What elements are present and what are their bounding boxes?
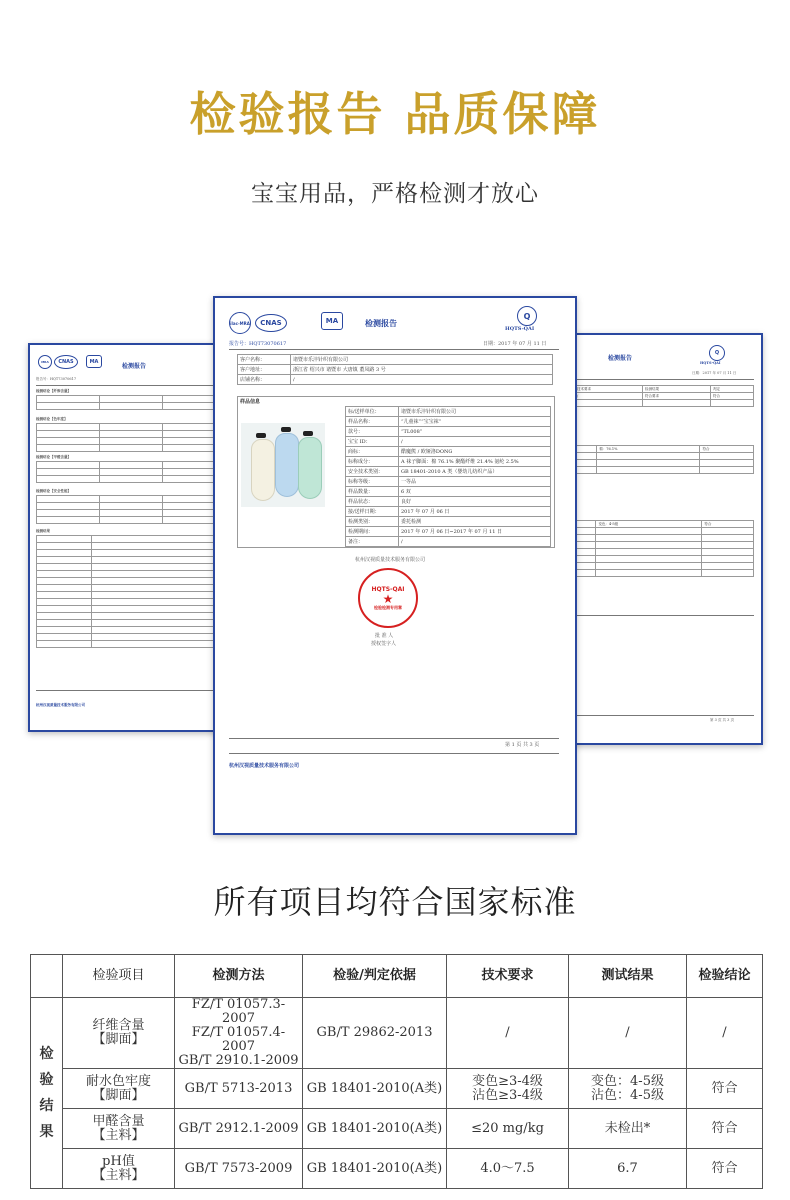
sample-row-label: 检测类别： (346, 517, 399, 527)
sample-row-value: 6 双 (399, 487, 551, 497)
right-header-1: 技术要求 (575, 386, 643, 393)
sample-row-label: 宝宝 ID： (346, 437, 399, 447)
report-footnote: 杭州汉视质量技术服务有限公司 (355, 557, 426, 563)
left-group-label-4: 检测结论【安全性能】 (36, 489, 71, 493)
header-method: 检测方法 (175, 955, 303, 998)
row-requirement: ≤20 mg/kg (447, 1109, 569, 1149)
report-footer-company: 杭州汉视质量技术服务有限公司 (229, 763, 300, 769)
signer-title: 授权签字人 (371, 641, 397, 647)
sample-row-value: 2017 年 07 月 06 日 (399, 507, 551, 517)
left-mini-table-2 (36, 423, 226, 452)
table-row (31, 998, 763, 1069)
left-mini-table-4 (36, 495, 226, 524)
report-number: 报告号：HQT73070617 (229, 341, 287, 347)
sample-row-label: 样品名称： (346, 417, 399, 427)
report-date: 日期：2017 年 07 月 11 日 (483, 341, 547, 347)
sample-row-value: 酷魔熊 / 欧娅洛DONG (399, 447, 551, 457)
table-header-row (31, 955, 763, 998)
left-mini-table-1 (36, 395, 226, 410)
sample-row-value: 2017 年 07 月 06 日~2017 年 07 月 11 日 (399, 527, 551, 537)
cnas-logo: CNAS (255, 314, 287, 332)
result-side-label: 检 验 结 果 (31, 998, 63, 1189)
sample-row-value: A 袜子脚面：棉 76.1% 聚酯纤维 21.4% 氨纶 2.5% (399, 457, 551, 467)
client-address-value: 浙江省 绍兴市 诸暨市 大唐镇 董凤路 3 号 (291, 365, 553, 375)
cnas-logo: CNAS (54, 355, 78, 369)
sample-row-label: 检测期间： (346, 527, 399, 537)
report-title: 检测报告 (365, 318, 397, 328)
row-conclusion: 符合 (687, 1149, 763, 1189)
test-result-table (30, 954, 763, 1189)
sample-row-label: 标称成分： (346, 457, 399, 467)
report-left-number: 报告号：HQT73070617 (36, 377, 77, 381)
sample-row-value: 诸暨市乐沣针织有限公司 (399, 407, 551, 417)
left-group-label-2: 检测结论【色牢度】 (36, 417, 68, 421)
hqts-logo-right-label: HQTS-QAI (700, 361, 721, 365)
report-right-title: 检测报告 (608, 355, 633, 362)
row-result: 未检出* (569, 1109, 687, 1149)
client-address-label: 客户地址： (238, 365, 291, 375)
row-method: GB/T 2912.1-2009 (175, 1109, 303, 1149)
row-method: GB/T 7573-2009 (175, 1149, 303, 1189)
official-stamp (358, 568, 418, 628)
left-group-label-5: 检测结果 (36, 529, 50, 533)
stamp-text: HQTS-QAI (371, 585, 405, 593)
sample-row-value: “TL008” (399, 427, 551, 437)
cma-logo: MA (321, 312, 343, 330)
sample-row-value: 一等品 (399, 477, 551, 487)
header-result: 测试结果 (569, 955, 687, 998)
sample-row-label: 款号： (346, 427, 399, 437)
row-result: / (569, 998, 687, 1069)
client-name-label: 客户名称： (238, 355, 291, 365)
report-left-title: 检测报告 (122, 363, 147, 370)
cma-logo: MA (86, 355, 102, 368)
header-item: 检验项目 (63, 955, 175, 998)
sample-row-value: / (399, 537, 551, 547)
row-basis: GB 18401-2010(A类) (303, 1069, 447, 1109)
row-requirement: / (447, 998, 569, 1069)
row-item: 纤维含量 【脚面】 (63, 998, 175, 1069)
sample-info-table (345, 406, 551, 547)
header-requirement: 技术要求 (447, 955, 569, 998)
shop-name-label: 店铺名称： (238, 375, 291, 385)
row-item: 耐水色牢度 【脚面】 (63, 1069, 175, 1109)
right-cell-4: 棉：76.1% (597, 446, 700, 453)
left-mini-table-3 (36, 461, 226, 483)
sample-row-value: 良好 (399, 497, 551, 507)
row-result: 变色：4-5级 沾色：4-5级 (569, 1069, 687, 1109)
ilac-logo: ilac-MRA (229, 312, 251, 334)
row-requirement: 4.0～7.5 (447, 1149, 569, 1189)
page-subtitle: 宝宝用品，严格检测才放心 (251, 181, 539, 207)
left-mini-table-5 (36, 535, 226, 648)
right-header-2: 检测结果 (643, 386, 711, 393)
row-conclusion: / (687, 998, 763, 1069)
header-side-blank (31, 955, 63, 998)
left-group-label-3: 检测结论【甲醛含量】 (36, 455, 71, 459)
client-name-value: 诸暨市乐沣针织有限公司 (291, 355, 553, 365)
sample-row-label: 接/送样日期： (346, 507, 399, 517)
right-header-3: 判定 (711, 386, 754, 393)
sample-row-value: 委托检测 (399, 517, 551, 527)
row-item: pH值 【主料】 (63, 1149, 175, 1189)
signer: 批 准 人 (375, 633, 394, 639)
sample-row-label: 标称等级： (346, 477, 399, 487)
sample-photo (241, 423, 325, 507)
row-requirement: 变色≥3-4级 沾色≥3-4级 (447, 1069, 569, 1109)
right-table-2 (574, 445, 754, 474)
hqts-logo-right: Q (709, 345, 725, 361)
sample-row-label: 样品数量： (346, 487, 399, 497)
ilac-logo: MRA (38, 355, 52, 369)
row-method: FZ/T 01057.3-2007 FZ/T 01057.4-2007 GB/T 2910.1-2009 (175, 998, 303, 1069)
row-method: GB/T 5713-2013 (175, 1069, 303, 1109)
sample-row-value: GB 18401-2010 A 类（婴幼儿纺织产品） (399, 467, 551, 477)
report-right-date: 日期：2017 年 07 月 11 日 (692, 371, 737, 375)
left-group-label-1: 检测结论【纤维含量】 (36, 389, 71, 393)
sample-row-value: “儿童袜”“宝宝袜” (399, 417, 551, 427)
hqts-logo-label: HQTS-QAI (505, 326, 535, 332)
client-info-table (237, 354, 553, 385)
row-item: 甲醛含量 【主料】 (63, 1109, 175, 1149)
report-sheet-left (28, 343, 237, 732)
header-conclusion: 检验结论 (687, 955, 763, 998)
sample-row-label: 备注： (346, 537, 399, 547)
right-header-table (574, 385, 754, 407)
right-cell-2: 符合要求 (643, 393, 711, 400)
right-table-3 (574, 520, 754, 577)
right-cell-5: 符合 (700, 446, 754, 453)
right-cell-6: 变色：4-5级 (596, 521, 702, 528)
hqts-logo: Q (517, 306, 537, 326)
sample-info-header: 样品信息 (240, 399, 261, 405)
report-right-page: 第 3 页 共 3 页 (710, 718, 735, 722)
page-title: 检验报告 品质保障 (189, 87, 601, 141)
row-basis: GB 18401-2010(A类) (303, 1149, 447, 1189)
header-basis: 检验/判定依据 (303, 955, 447, 998)
stamp-star-icon: ★ (382, 591, 394, 606)
table-row (31, 1149, 763, 1189)
table-row (31, 1109, 763, 1149)
row-conclusion: 符合 (687, 1109, 763, 1149)
sample-row-label: 标/送样单位： (346, 407, 399, 417)
report-left-footer: 杭州汉视质量技术服务有限公司 (36, 703, 85, 707)
report-page-info: 第 1 页 共 3 页 (505, 742, 540, 748)
standards-title: 所有项目均符合国家标准 (213, 883, 577, 921)
right-cell-7: 符合 (702, 521, 754, 528)
report-sheet-center (213, 296, 577, 835)
row-basis: GB 18401-2010(A类) (303, 1109, 447, 1149)
right-cell-3: 符合 (711, 393, 754, 400)
sample-row-value: / (399, 437, 551, 447)
stamp-subtext: 检验检测专用章 (374, 604, 402, 610)
right-cell-1: / (575, 393, 643, 400)
row-basis: GB/T 29862-2013 (303, 998, 447, 1069)
sample-row-label: 样品状态： (346, 497, 399, 507)
report-sheet-right (572, 333, 763, 745)
row-result: 6.7 (569, 1149, 687, 1189)
sample-row-label: 商标： (346, 447, 399, 457)
sample-row-label: 安全技术类别： (346, 467, 399, 477)
table-row (31, 1069, 763, 1109)
row-conclusion: 符合 (687, 1069, 763, 1109)
shop-name-value: / (291, 375, 553, 385)
